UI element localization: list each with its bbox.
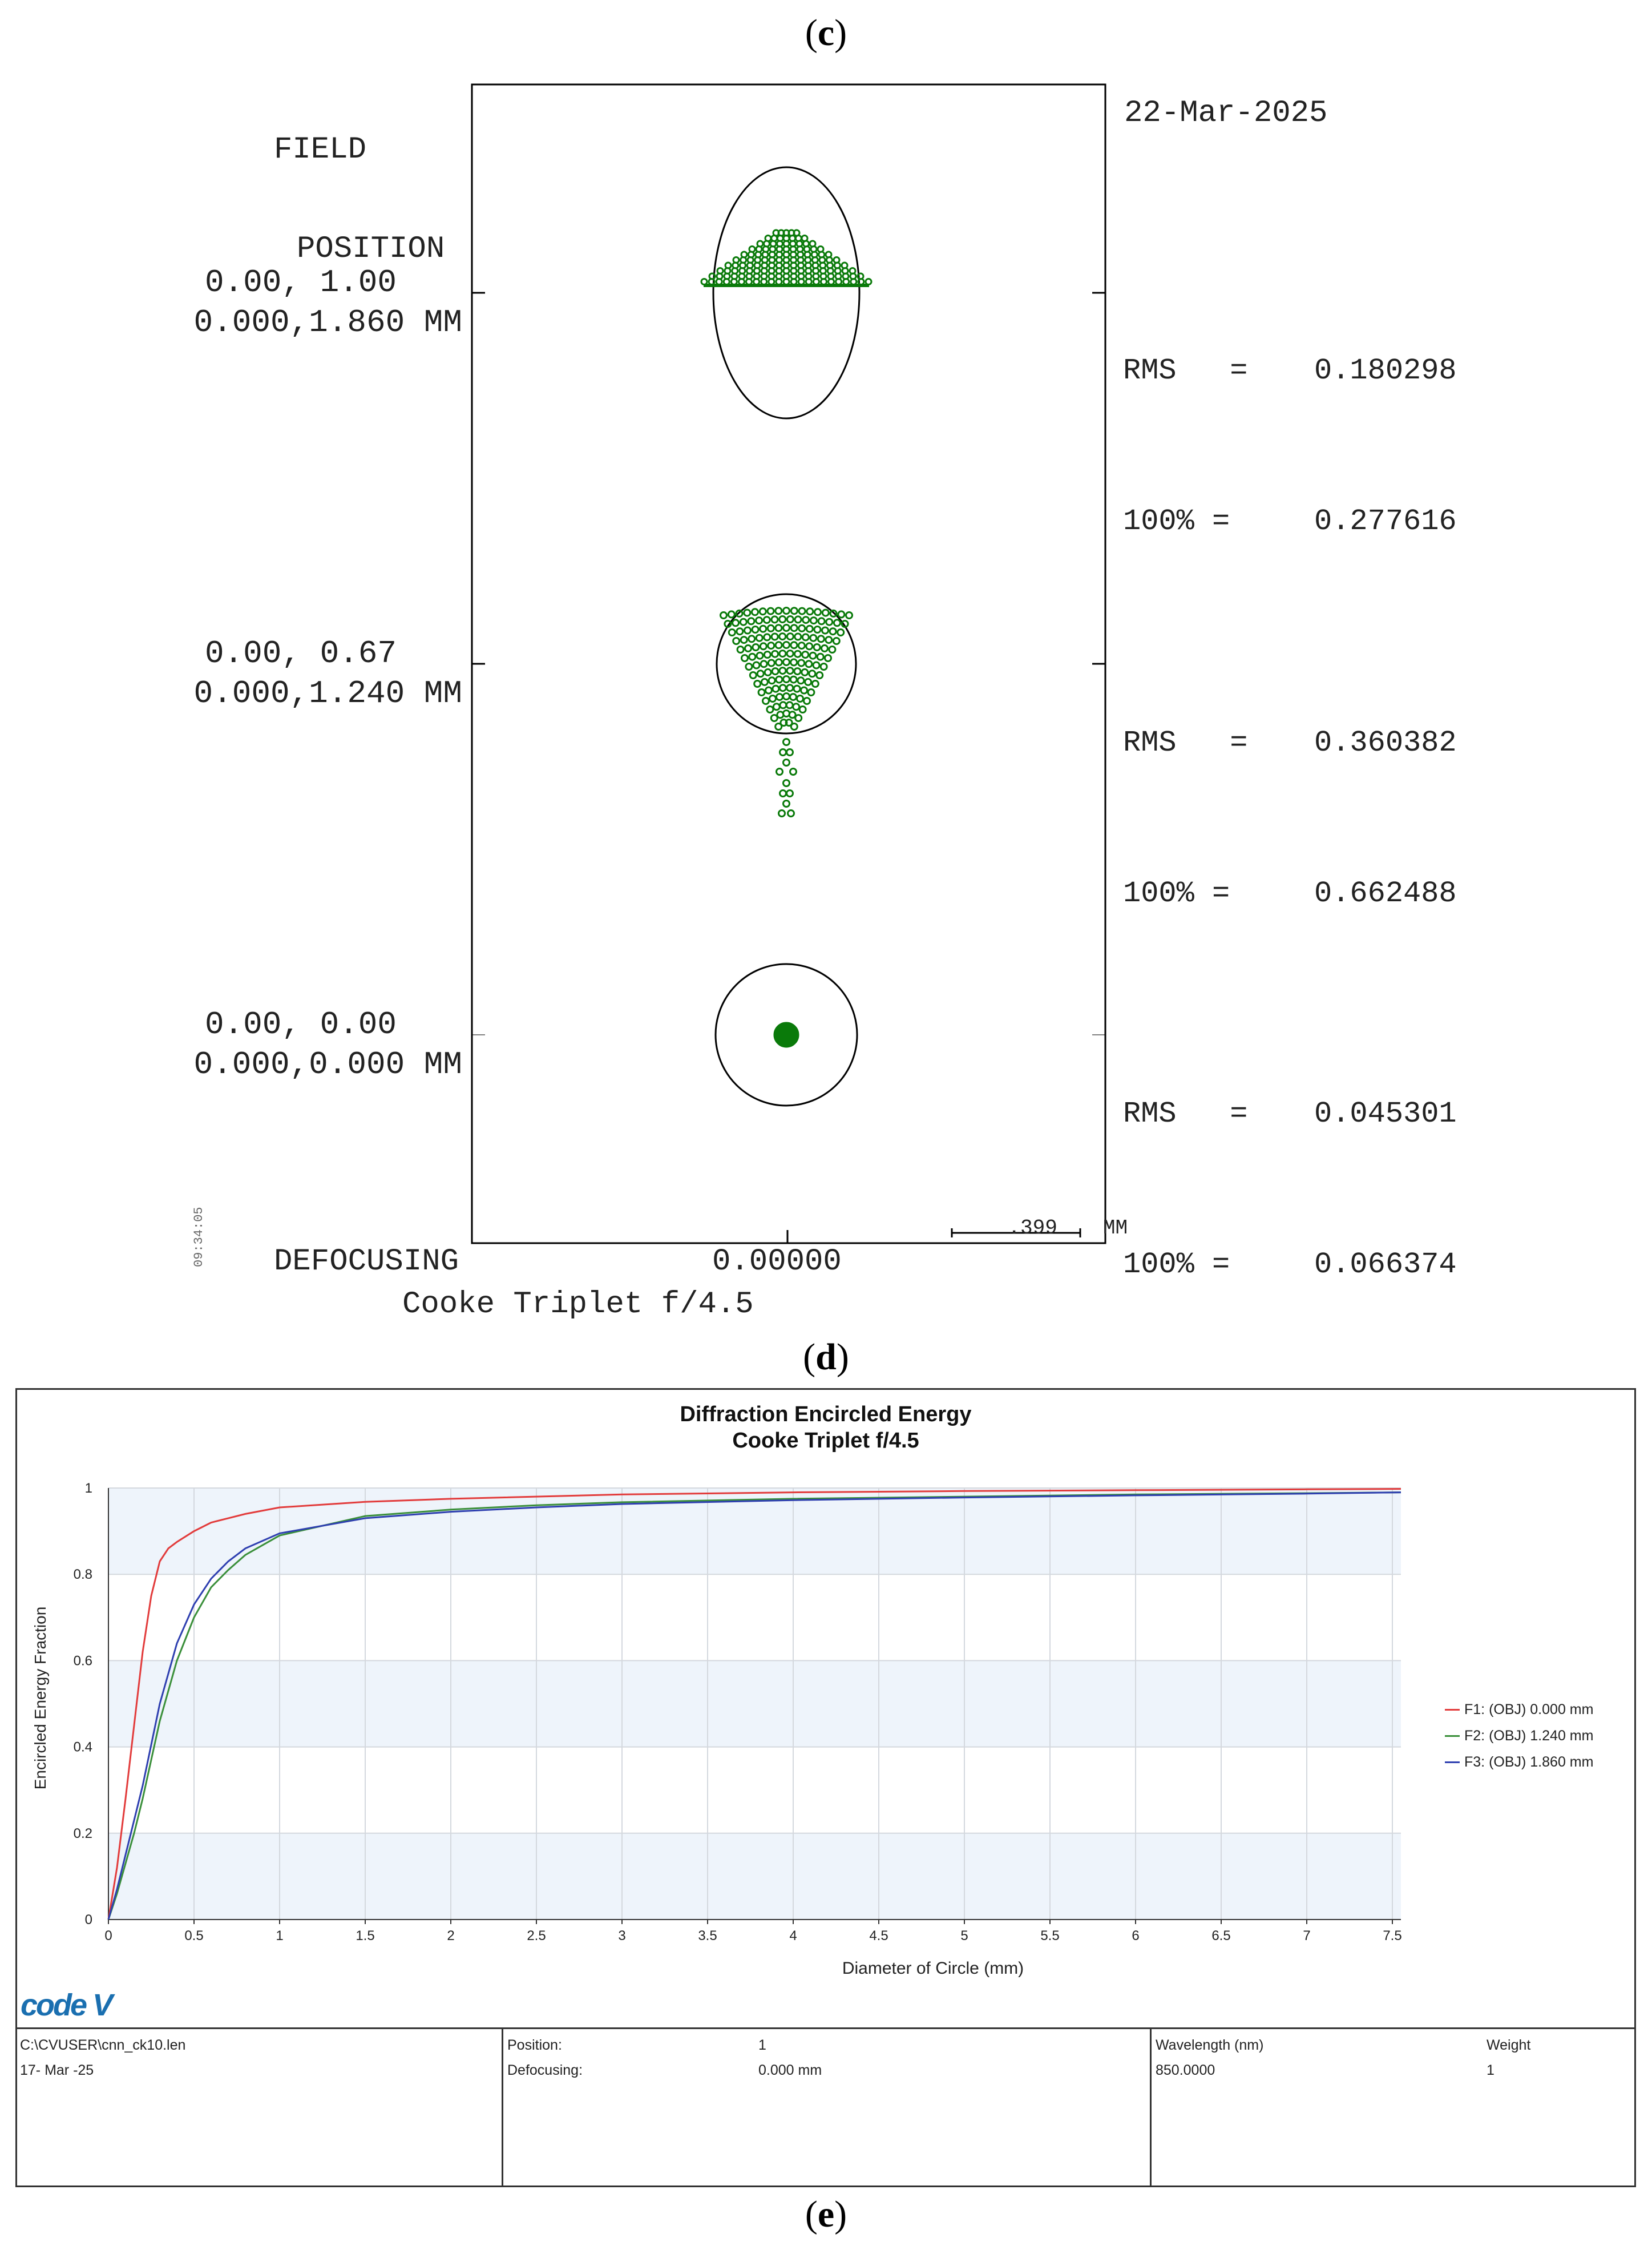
field-3-rms-value: 0.045301 bbox=[1314, 1097, 1457, 1131]
legend-swatch-f2 bbox=[1445, 1735, 1460, 1737]
footer-weight-value: 1 bbox=[1487, 2062, 1495, 2078]
panel-label-d-text: d bbox=[815, 1336, 837, 1378]
field-1-full-label: 100% = bbox=[1123, 505, 1230, 538]
defocus-label: DEFOCUSING bbox=[274, 1244, 459, 1279]
chart-legend bbox=[1445, 1696, 1593, 1775]
field-3-mm: 0.000,0.000 MM bbox=[193, 1046, 462, 1083]
x-tick-label: 7.5 bbox=[1383, 1928, 1402, 1943]
x-tick-label: 3 bbox=[618, 1928, 626, 1943]
field-header-line2: POSITION bbox=[297, 232, 445, 267]
defocus-value: 0.00000 bbox=[712, 1244, 842, 1279]
footer-divider-2 bbox=[1150, 2029, 1152, 2187]
x-tick-label: 4 bbox=[789, 1928, 797, 1943]
spot-date: 22-Mar-2025 bbox=[1124, 96, 1328, 131]
x-tick-label: 7 bbox=[1303, 1928, 1311, 1943]
panel-label-c-text: c bbox=[817, 12, 835, 54]
plot-band bbox=[108, 1660, 1401, 1747]
field-1-full-value: 0.277616 bbox=[1314, 505, 1457, 538]
field-2-full-label: 100% = bbox=[1123, 877, 1230, 910]
legend-item-f3 bbox=[1445, 1749, 1593, 1775]
legend-swatch-f3 bbox=[1445, 1761, 1460, 1763]
footer-table bbox=[15, 2027, 1636, 2187]
field-2-norm: 0.00, 0.67 bbox=[204, 635, 397, 672]
field-1-rms-label: RMS = bbox=[1123, 354, 1248, 388]
legend-item-f2 bbox=[1445, 1723, 1593, 1749]
codev-logo bbox=[21, 1987, 111, 2023]
footer-position-label: Position: bbox=[507, 2037, 562, 2053]
footer-defocus-value: 0.000 mm bbox=[758, 2062, 822, 2078]
scale-unit: MM bbox=[1102, 1216, 1128, 1240]
panel-label-c: (c) bbox=[805, 12, 847, 54]
chart-ylabel: Encircled Energy Fraction bbox=[31, 1606, 49, 1790]
panel-label-e: (e) bbox=[805, 2193, 847, 2235]
legend-label-f3: F3: (OBJ) 1.860 mm bbox=[1464, 1754, 1594, 1770]
x-tick-label: 1.5 bbox=[356, 1928, 375, 1943]
scale-value: .399 bbox=[1008, 1216, 1057, 1240]
field-3-full-label: 100% = bbox=[1123, 1248, 1230, 1281]
x-tick-label: 0 bbox=[104, 1928, 112, 1943]
x-tick-label: 5.5 bbox=[1040, 1928, 1060, 1943]
field-2-full-value: 0.662488 bbox=[1314, 877, 1457, 910]
field-2-rms-value: 0.360382 bbox=[1314, 726, 1457, 760]
y-tick-label: 0.6 bbox=[73, 1653, 92, 1669]
field-1-norm: 0.00, 1.00 bbox=[204, 264, 397, 301]
spot-title: Cooke Triplet f/4.5 bbox=[402, 1287, 754, 1322]
footer-divider-1 bbox=[502, 2029, 503, 2187]
field-3-full-value: 0.066374 bbox=[1314, 1248, 1457, 1281]
field-2-rms-label: RMS = bbox=[1123, 726, 1248, 760]
codev-logo-text: code V bbox=[21, 1988, 112, 2022]
y-tick-label: 1 bbox=[84, 1481, 92, 1496]
x-tick-label: 6.5 bbox=[1211, 1928, 1231, 1943]
legend-label-f1: F1: (OBJ) 0.000 mm bbox=[1464, 1701, 1594, 1717]
x-tick-label: 1 bbox=[276, 1928, 284, 1943]
timestamp: 09:34:05 bbox=[192, 1207, 206, 1267]
y-tick-label: 0 bbox=[84, 1912, 92, 1928]
footer-defocus-label: Defocusing: bbox=[507, 2062, 583, 2078]
x-tick-label: 6 bbox=[1132, 1928, 1140, 1943]
chart-subtitle: Cooke Triplet f/4.5 bbox=[732, 1429, 919, 1453]
field-1-rms-value: 0.180298 bbox=[1314, 354, 1457, 388]
y-tick-label: 0.8 bbox=[73, 1567, 92, 1583]
legend-label-f2: F2: (OBJ) 1.240 mm bbox=[1464, 1728, 1594, 1744]
chart-title: Diffraction Encircled Energy bbox=[680, 1402, 972, 1426]
chart-bands bbox=[108, 1488, 1401, 1920]
footer-wavelength-label: Wavelength (nm) bbox=[1156, 2037, 1264, 2053]
x-tick-label: 0.5 bbox=[184, 1928, 204, 1943]
panel-label-e-text: e bbox=[817, 2193, 835, 2235]
field-header-line1: FIELD bbox=[274, 132, 367, 167]
field-1-mm: 0.000,1.860 MM bbox=[193, 304, 462, 341]
field-3-norm: 0.00, 0.00 bbox=[204, 1006, 397, 1043]
footer-date: 17- Mar -25 bbox=[20, 2062, 94, 2078]
footer-weight-label: Weight bbox=[1487, 2037, 1531, 2053]
field-3-rms-label: RMS = bbox=[1123, 1097, 1248, 1131]
x-tick-label: 2.5 bbox=[527, 1928, 546, 1943]
x-tick-label: 5 bbox=[960, 1928, 968, 1943]
x-tick-label: 3.5 bbox=[698, 1928, 717, 1943]
legend-swatch-f1 bbox=[1445, 1709, 1460, 1711]
field-2-mm: 0.000,1.240 MM bbox=[193, 675, 462, 712]
footer-wavelength-value: 850.0000 bbox=[1156, 2062, 1215, 2078]
footer-position-value: 1 bbox=[758, 2037, 766, 2053]
panel-label-d: (d) bbox=[803, 1336, 849, 1378]
y-tick-label: 0.2 bbox=[73, 1825, 92, 1841]
y-tick-label: 0.4 bbox=[73, 1739, 92, 1755]
legend-item-f1 bbox=[1445, 1696, 1593, 1723]
x-tick-label: 4.5 bbox=[869, 1928, 888, 1943]
plot-band bbox=[108, 1833, 1401, 1920]
chart-xlabel: Diameter of Circle (mm) bbox=[842, 1959, 1024, 1978]
footer-file: C:\CVUSER\cnn_ck10.len bbox=[20, 2037, 186, 2053]
x-tick-label: 2 bbox=[447, 1928, 455, 1943]
